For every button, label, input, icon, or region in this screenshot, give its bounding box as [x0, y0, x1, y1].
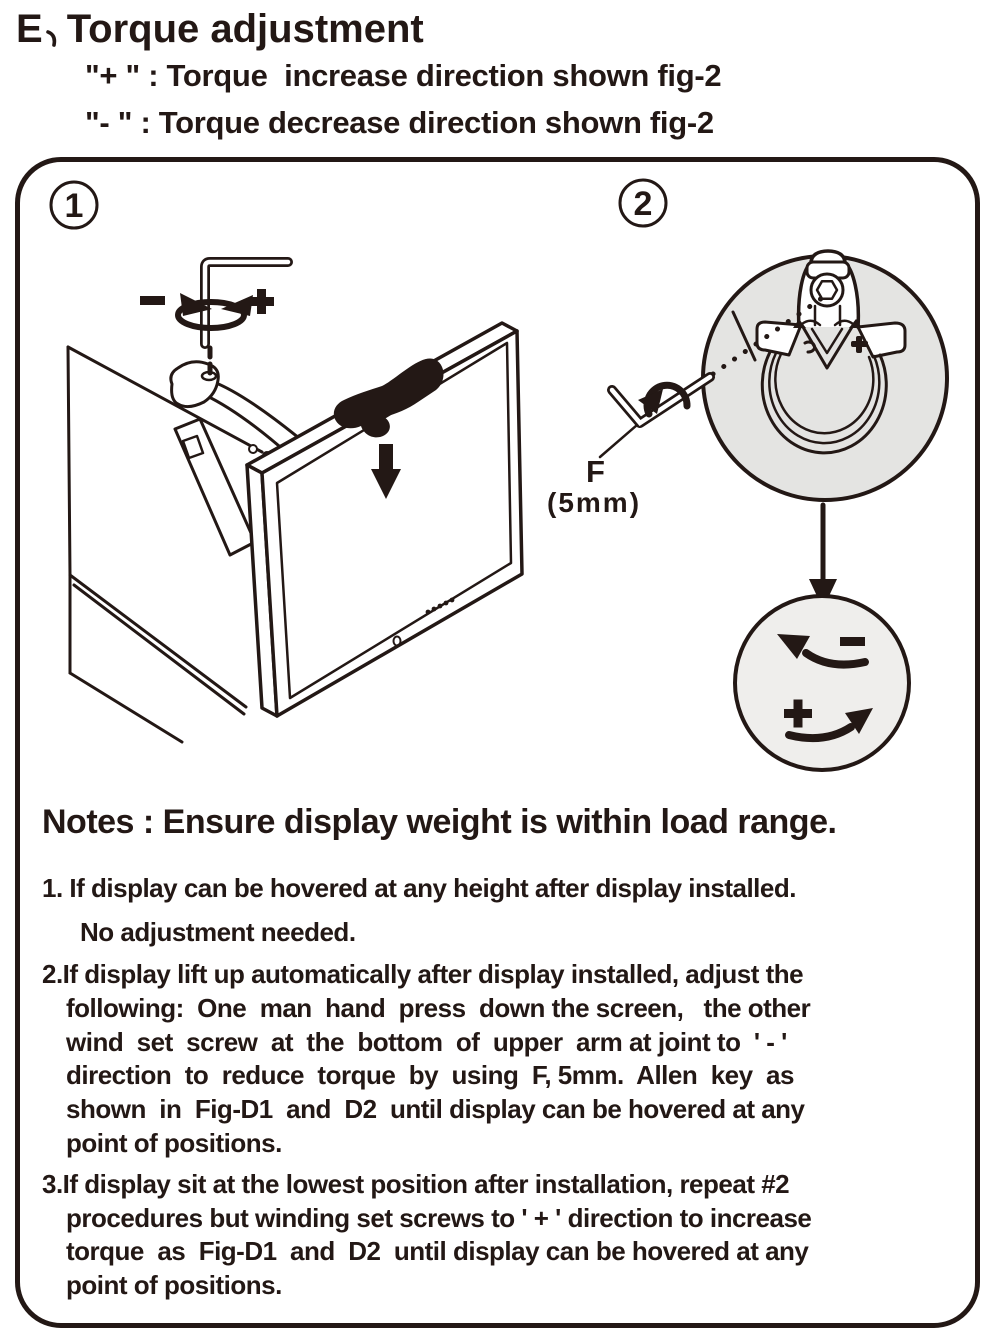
- allen-key-top-icon: [140, 262, 288, 376]
- note-item-3-line-4: point of positions.: [66, 1270, 282, 1300]
- ideographic-comma-icon: [45, 29, 61, 47]
- note-item-2-line-5: shown in Fig-D1 and D2 until display can be hovered at any: [66, 1094, 805, 1124]
- fig2-step-badge: [620, 180, 666, 226]
- monitor-drawing: [247, 323, 522, 716]
- note-item-2-line-3: wind set screw at the bottom of upper arm at joint to ' - ': [66, 1027, 787, 1057]
- minus-direction-symbol: [140, 296, 165, 305]
- note-item-2-line-4: direction to reduce torque by using F, 5mm. Allen key as: [66, 1060, 794, 1090]
- instruction-panel: [15, 157, 980, 1328]
- note-item-3-line-2: procedures but winding set screws to ' + ' direction to increase: [66, 1203, 812, 1233]
- note-item-3-line-1: 3.If display sit at the lowest position after installation, repeat #2: [42, 1169, 790, 1199]
- joint-closeup-circle: [703, 251, 947, 500]
- fig1-step-badge: [51, 182, 97, 228]
- flow-down-arrow-icon: [809, 505, 837, 609]
- decrease-minus-symbol: [840, 637, 865, 646]
- torque-direction-circle: [735, 596, 909, 770]
- torque-decrease-line: "- " : Torque decrease direction shown fig-2: [85, 105, 714, 140]
- fig1-step-number: 1: [64, 187, 84, 225]
- note-item-3-line-3: torque as Fig-D1 and D2 until display can be hovered at any: [66, 1236, 809, 1266]
- section-title: Torque adjustment: [66, 7, 424, 51]
- tool-label: F: [586, 454, 605, 489]
- notes-heading: Notes : Ensure display weight is within load range.: [42, 803, 837, 841]
- note-item-2-line-6: point of positions.: [66, 1128, 282, 1158]
- note-item-1-line-1: 1. If display can be hovered at any height after display installed.: [42, 873, 796, 903]
- note-item-1-line-2: No adjustment needed.: [80, 917, 356, 947]
- fig2-step-number: 2: [633, 185, 653, 223]
- note-item-2-line-1: 2.If display lift up automatically after display installed, adjust the: [42, 959, 804, 989]
- note-item-2-line-2: following: One man hand press down the screen, the other: [66, 993, 811, 1023]
- label-leader-line: [600, 425, 637, 457]
- plus-direction-symbol: [249, 289, 274, 314]
- torque-increase-line: "+ " : Torque increase direction shown fig-2: [85, 58, 722, 93]
- section-letter: E: [16, 7, 43, 51]
- tool-size-label: (5mm): [547, 487, 642, 518]
- page-title: [16, 8, 424, 51]
